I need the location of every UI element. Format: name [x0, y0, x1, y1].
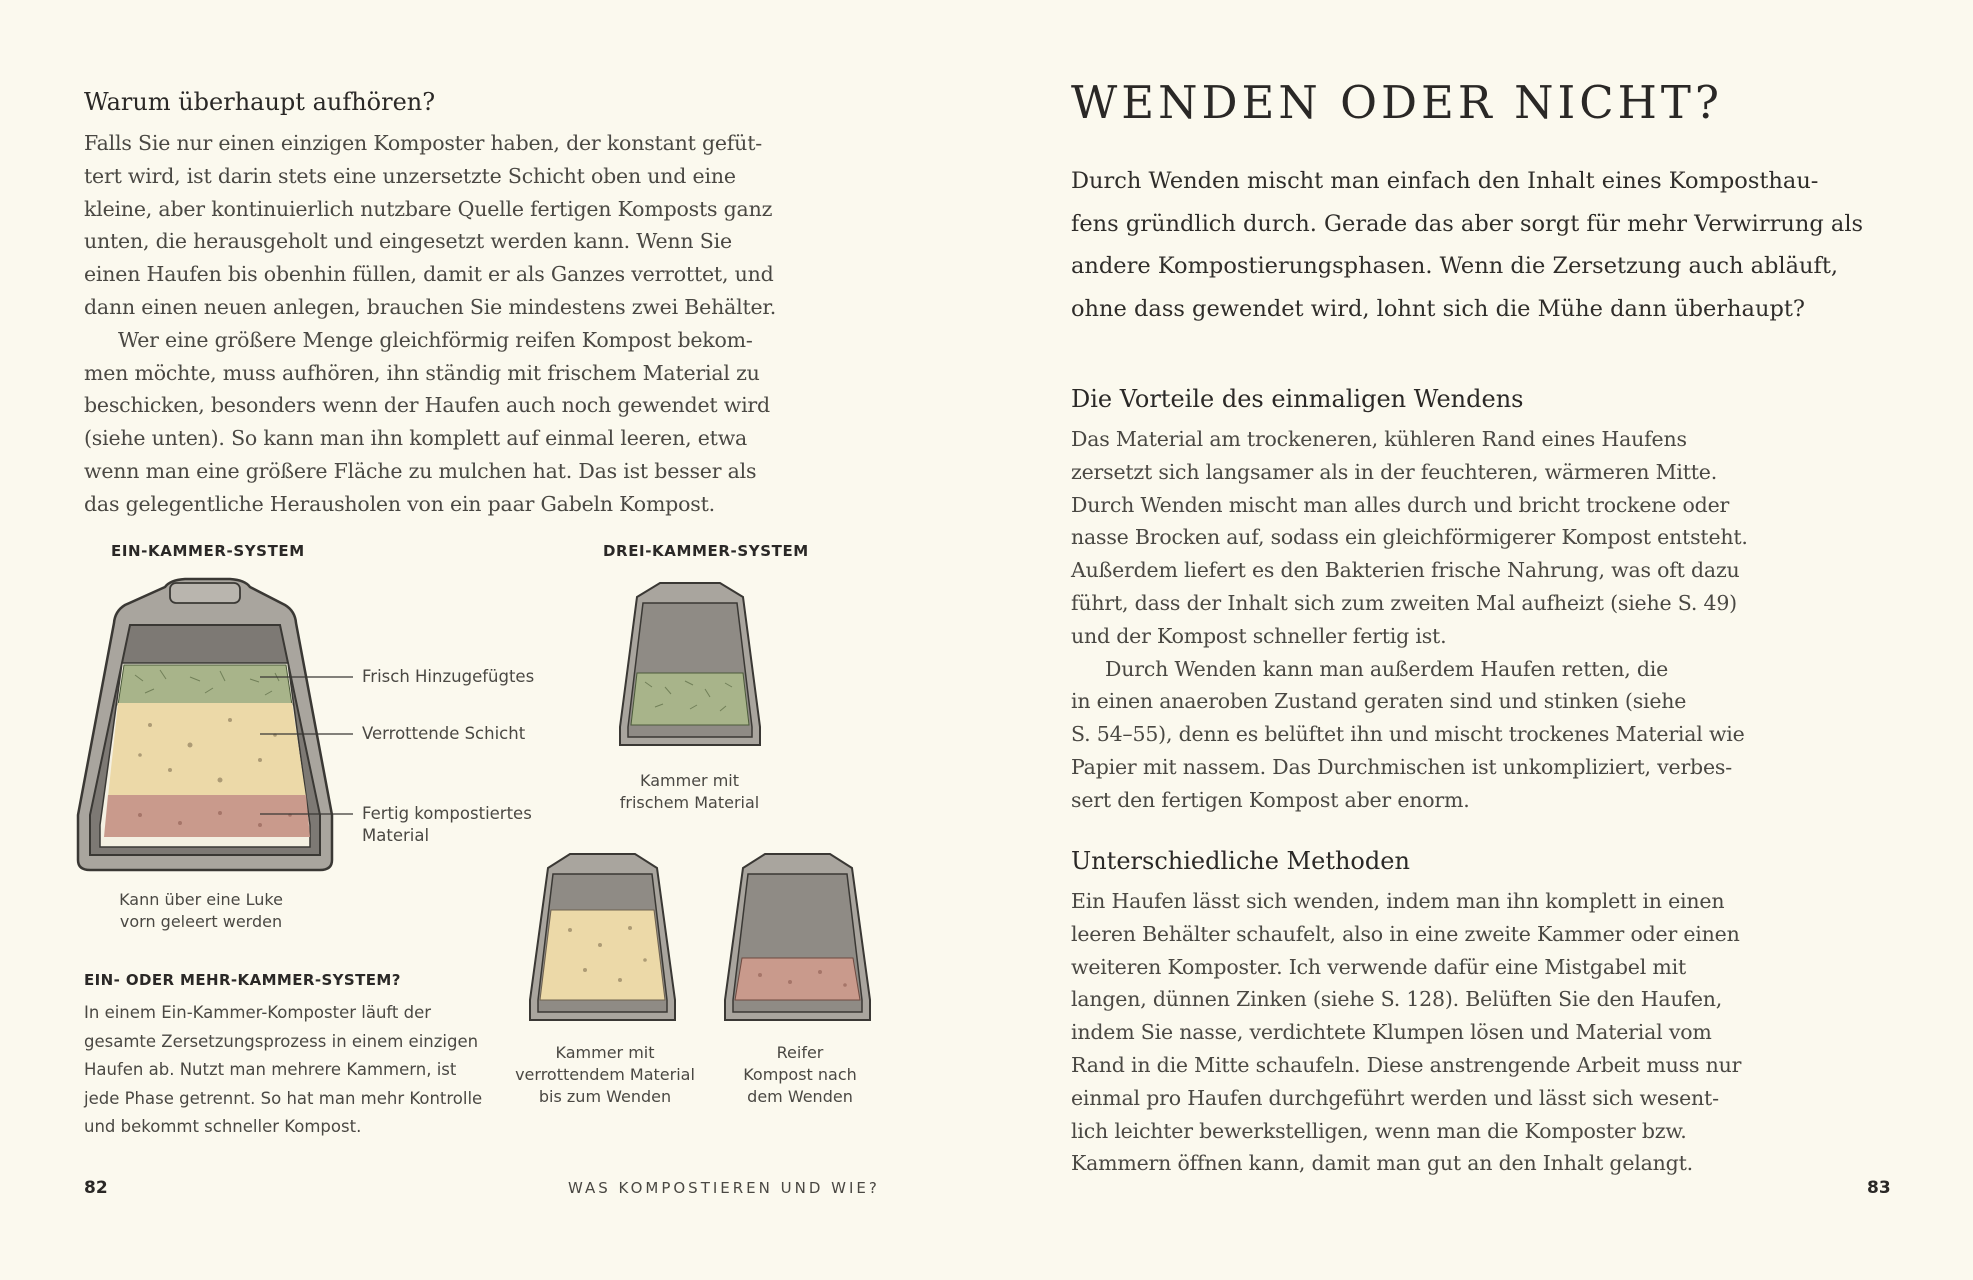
running-head: WAS KOMPOSTIEREN UND WIE?	[568, 1179, 880, 1197]
advantages-text	[1071, 423, 1748, 817]
text-line: lich leichter bewerkstelligen, wenn man die Komposter bzw.	[1071, 1118, 1687, 1143]
chamber-finished-caption	[720, 1042, 880, 1108]
caption-line: frischem Material	[619, 793, 760, 812]
text-line: einmal pro Haufen durchgeführt werden und lässt sich wesent-	[1071, 1085, 1719, 1110]
caption-line: Kann über eine Luke	[119, 890, 283, 909]
lead-paragraph	[1071, 160, 1863, 330]
text-line: weiteren Komposter. Ich verwende dafür eine Mistgabel mit	[1071, 954, 1687, 979]
text-line: gesamte Zersetzungsprozess in einem einzigen	[84, 1031, 479, 1051]
label-fresh: Frisch Hinzugefügtes	[362, 667, 535, 686]
text-line: führt, dass der Inhalt sich zum zweiten Mal aufheizt (siehe S. 49)	[1071, 590, 1737, 615]
caption-line: dem Wenden	[747, 1087, 853, 1106]
text-line: dann einen neuen anlegen, brauchen Sie mindestens zwei Behälter.	[84, 294, 777, 319]
system-box-text	[84, 999, 482, 1142]
caption-line: Reifer	[776, 1043, 824, 1062]
text-line: Das Material am trockeneren, kühleren Rand eines Haufens	[1071, 427, 1687, 451]
text-line: in einen anaeroben Zustand geraten sind und stinken (siehe	[1071, 689, 1687, 714]
text-line: In einem Ein-Kammer-Komposter läuft der	[84, 1003, 432, 1022]
text-line: tert wird, ist darin stets eine unzersetzte Schicht oben und eine	[84, 163, 736, 188]
text-line: men möchte, muss aufhören, ihn ständig mit frischem Material zu	[84, 360, 760, 385]
text-line: Außerdem liefert es den Bakterien frische Nahrung, was oft dazu	[1071, 558, 1740, 583]
chamber-fresh-caption	[612, 770, 767, 814]
caption-line: vorn geleert werden	[119, 912, 283, 931]
page-number-right: 83	[1867, 1178, 1891, 1198]
text-line: leeren Behälter schaufelt, also in eine zweite Kammer oder einen	[1071, 921, 1740, 946]
methods-text	[1071, 885, 1741, 1180]
system-box-title: EIN- ODER MEHR-KAMMER-SYSTEM?	[84, 971, 401, 989]
text-line: andere Kompostierungsphasen. Wenn die Zersetzung auch abläuft,	[1071, 253, 1839, 279]
text-line: Durch Wenden mischt man einfach den Inhalt eines Komposthau-	[1071, 168, 1819, 194]
chamber-fresh-drawing	[615, 577, 765, 757]
caption-line: Kompost nach	[743, 1065, 857, 1084]
text-line: und bekommt schneller Kompost.	[84, 1117, 362, 1136]
chamber-rotting-caption	[505, 1042, 705, 1108]
text-line: sert den fertigen Kompost aber enorm.	[1071, 787, 1470, 812]
left-heading: Warum überhaupt aufhören?	[84, 88, 436, 116]
chamber-finished-drawing	[720, 850, 875, 1030]
section-heading-advantages: Die Vorteile des einmaligen Wendens	[1071, 385, 1524, 413]
text-line: (siehe unten). So kann man ihn komplett auf einmal leeren, etwa	[84, 426, 748, 451]
text-line: Durch Wenden mischt man alles durch und bricht trockene oder	[1071, 492, 1730, 517]
text-line: langen, dünnen Zinken (siehe S. 128). Belüften Sie den Haufen,	[1071, 987, 1723, 1012]
text-line: das gelegentliche Herausholen von ein paar Gabeln Kompost.	[84, 491, 715, 516]
caption-line: Kammer mit	[555, 1043, 655, 1062]
text-line: zersetzt sich langsamer als in der feuchteren, wärmeren Mitte.	[1071, 459, 1718, 484]
page-title: WENDEN ODER NICHT?	[1071, 76, 1724, 129]
text-line: Papier mit nassem. Das Durchmischen ist unkompliziert, verbes-	[1071, 754, 1732, 779]
text-line: S. 54–55), denn es belüftet ihn und mischt trockenes Material wie	[1071, 722, 1745, 747]
label-leader-lines	[250, 670, 360, 840]
text-line: nasse Brocken auf, sodass ein gleichförmigerer Kompost entsteht.	[1071, 525, 1748, 550]
text-line: beschicken, besonders wenn der Haufen auch noch gewendet wird	[84, 393, 770, 418]
text-line: Durch Wenden kann man außerdem Haufen retten, die	[1105, 656, 1669, 681]
text-line: wenn man eine größere Fläche zu mulchen hat. Das ist besser als	[84, 458, 757, 483]
triple-chamber-title: DREI-KAMMER-SYSTEM	[603, 542, 809, 560]
caption-line: Kammer mit	[640, 771, 739, 790]
single-chamber-title: EIN-KAMMER-SYSTEM	[111, 542, 305, 560]
left-para-1	[84, 127, 776, 521]
label-line: Fertig kompostiertes	[362, 804, 532, 823]
text-line: einen Haufen bis obenhin füllen, damit er als Ganzes verrottet, und	[84, 262, 774, 287]
text-line: Kammern öffnen kann, damit man gut an den Inhalt gelangt.	[1071, 1151, 1693, 1176]
text-line: indem Sie nasse, verdichtete Klumpen lösen und Material vom	[1071, 1020, 1712, 1045]
text-line: fens gründlich durch. Gerade das aber sorgt für mehr Verwirrung als	[1071, 210, 1864, 237]
text-line: kleine, aber kontinuierlich nutzbare Quelle fertigen Komposts ganz	[84, 196, 773, 221]
text-line: Wer eine größere Menge gleichförmig reifen Kompost bekom-	[118, 327, 753, 352]
text-line: Rand in die Mitte schaufeln. Diese anstrengende Arbeit muss nur	[1071, 1052, 1742, 1077]
text-line: Haufen ab. Nutzt man mehrere Kammern, ist	[84, 1060, 457, 1079]
text-line: Ein Haufen lässt sich wenden, indem man ihn komplett in einen	[1071, 889, 1725, 913]
text-line: Falls Sie nur einen einzigen Komposter haben, der konstant gefüt-	[84, 131, 762, 155]
label-line: Material	[362, 826, 430, 845]
page-number-left: 82	[84, 1178, 108, 1198]
section-heading-methods: Unterschiedliche Methoden	[1071, 847, 1410, 875]
label-finished	[362, 803, 532, 847]
chamber-rotting-drawing	[525, 850, 680, 1030]
caption-line: verrottendem Material	[515, 1065, 695, 1084]
label-rotting: Verrottende Schicht	[362, 724, 526, 743]
text-line: unten, die herausgeholt und eingesetzt werden kann. Wenn Sie	[84, 229, 732, 254]
single-chamber-caption	[106, 889, 296, 933]
text-line: jede Phase getrennt. So hat man mehr Kontrolle	[84, 1088, 483, 1108]
text-line: und der Kompost schneller fertig ist.	[1071, 623, 1447, 648]
caption-line: bis zum Wenden	[538, 1087, 672, 1106]
text-line: ohne dass gewendet wird, lohnt sich die Mühe dann überhaupt?	[1071, 295, 1805, 322]
